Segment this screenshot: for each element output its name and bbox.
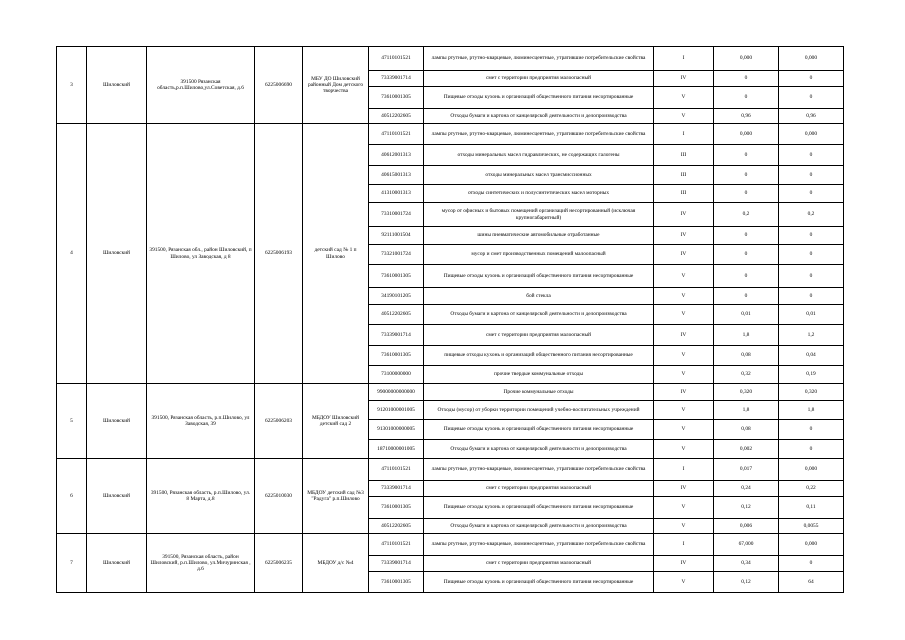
waste-name-cell: прочие твердые коммунальные отходы bbox=[424, 366, 654, 384]
hazard-class-cell: I bbox=[654, 534, 714, 556]
waste-name-cell: Пищевые отходы кухонь и организаций общественного питания несортированные bbox=[424, 265, 654, 288]
amount-transferred-cell: 1,8 bbox=[779, 401, 844, 420]
amount-transferred-cell: 0,22 bbox=[779, 481, 844, 497]
amount-generated-cell: 0,002 bbox=[714, 440, 779, 459]
amount-generated-cell: 0,006 bbox=[714, 519, 779, 534]
address-cell: 391500, Рязанская область, р.п.Шилово, ул Заводская, 39 bbox=[147, 384, 255, 459]
waste-name-cell: Отходы бумаги и картона от канцелярской деятельности и делопроизводства bbox=[424, 440, 654, 459]
row-number-cell: 6 bbox=[57, 459, 87, 534]
hazard-class-cell: IV bbox=[654, 203, 714, 227]
amount-transferred-cell: 0,96 bbox=[779, 109, 844, 124]
waste-code-cell: 92111001504 bbox=[369, 227, 424, 245]
address-cell: 391500 Рязанская область,р.п.Шилово,ул.Советская, д.6 bbox=[147, 47, 255, 124]
inn-cell: 6225010030 bbox=[255, 459, 303, 534]
row-number-cell: 4 bbox=[57, 124, 87, 384]
waste-name-cell: мусор и смет производственных помещений малоопасный bbox=[424, 245, 654, 265]
waste-name-cell: отходы синтетических и полусинтетических масел моторных bbox=[424, 185, 654, 203]
amount-generated-cell: 0,08 bbox=[714, 346, 779, 366]
amount-generated-cell: 0 bbox=[714, 145, 779, 166]
waste-code-cell: 73610001305 bbox=[369, 497, 424, 519]
amount-generated-cell: 0,2 bbox=[714, 203, 779, 227]
amount-generated-cell: 0 bbox=[714, 245, 779, 265]
waste-code-cell: 73339001714 bbox=[369, 71, 424, 87]
amount-transferred-cell: 0,2 bbox=[779, 203, 844, 227]
hazard-class-cell: IV bbox=[654, 325, 714, 346]
waste-name-cell: Пищевые отходы кухонь и организаций общественного питания несортированные bbox=[424, 420, 654, 440]
hazard-class-cell: IV bbox=[654, 384, 714, 401]
waste-code-cell: 40612001313 bbox=[369, 145, 424, 166]
waste-code-cell: 34190101205 bbox=[369, 288, 424, 305]
waste-register-table bbox=[56, 46, 844, 593]
amount-generated-cell: 0,96 bbox=[714, 109, 779, 124]
hazard-class-cell: IV bbox=[654, 556, 714, 572]
inn-cell: 6225006690 bbox=[255, 47, 303, 124]
table-body bbox=[57, 47, 844, 593]
hazard-class-cell: IV bbox=[654, 71, 714, 87]
amount-transferred-cell: 0,19 bbox=[779, 366, 844, 384]
waste-code-cell: 41310001313 bbox=[369, 185, 424, 203]
hazard-class-cell: V bbox=[654, 401, 714, 420]
amount-transferred-cell: 0,000 bbox=[779, 124, 844, 145]
amount-transferred-cell: 0 bbox=[779, 87, 844, 109]
waste-code-cell: 40512202605 bbox=[369, 109, 424, 124]
hazard-class-cell: IV bbox=[654, 227, 714, 245]
amount-transferred-cell: 0 bbox=[779, 145, 844, 166]
amount-generated-cell: 0,24 bbox=[714, 481, 779, 497]
amount-generated-cell: 67,000 bbox=[714, 534, 779, 556]
row-number-cell: 5 bbox=[57, 384, 87, 459]
waste-code-cell: 47110101521 bbox=[369, 459, 424, 481]
hazard-class-cell: I bbox=[654, 459, 714, 481]
waste-code-cell: 40512202605 bbox=[369, 305, 424, 325]
amount-transferred-cell: 0,11 bbox=[779, 497, 844, 519]
address-cell: 391500, Рязанская обл., район Шиловский, п Шилово, ул Заводская, д 8 bbox=[147, 124, 255, 384]
table-row bbox=[57, 459, 844, 481]
hazard-class-cell: III bbox=[654, 145, 714, 166]
amount-transferred-cell: 0 bbox=[779, 440, 844, 459]
hazard-class-cell: V bbox=[654, 519, 714, 534]
address-cell: 391500, Рязанская область, р.п.Шилово, ул. 8 Марта, д.8 bbox=[147, 459, 255, 534]
inn-cell: 6225006203 bbox=[255, 384, 303, 459]
hazard-class-cell: V bbox=[654, 420, 714, 440]
amount-transferred-cell: 0,000 bbox=[779, 459, 844, 481]
table-row bbox=[57, 47, 844, 71]
amount-transferred-cell: 0,01 bbox=[779, 305, 844, 325]
amount-transferred-cell: 0 bbox=[779, 245, 844, 265]
district-cell: Шиловский bbox=[87, 384, 147, 459]
waste-name-cell: Отходы бумаги и картона от канцелярской деятельности и делопроизводства bbox=[424, 305, 654, 325]
amount-generated-cell: 0,320 bbox=[714, 384, 779, 401]
organization-cell: МБУ ДО Шиловский районный Дом детского творчества bbox=[303, 47, 369, 124]
waste-code-cell: 40512202605 bbox=[369, 519, 424, 534]
waste-code-cell: 40615001313 bbox=[369, 166, 424, 185]
row-number-cell: 3 bbox=[57, 47, 87, 124]
organization-cell: МБДОУ детский сад №3 "Радуга" р.п.Шилово bbox=[303, 459, 369, 534]
table-row bbox=[57, 124, 844, 145]
waste-code-cell: 47110101521 bbox=[369, 534, 424, 556]
waste-name-cell: смет с территории предприятия малоопасный bbox=[424, 71, 654, 87]
waste-name-cell: лампы ртутные, ртутно-кварцевые, люминесцентные, утратившие потребительские свойства bbox=[424, 47, 654, 71]
waste-name-cell: Отходы бумаги и картона от канцелярской деятельности и делопроизводства bbox=[424, 519, 654, 534]
waste-name-cell: пищевые отходы кухонь и организаций общественного питания несортированные bbox=[424, 346, 654, 366]
amount-transferred-cell: 0,320 bbox=[779, 384, 844, 401]
district-cell: Шиловский bbox=[87, 459, 147, 534]
amount-generated-cell: 0 bbox=[714, 288, 779, 305]
waste-name-cell: отходы минеральных масел трансмиссионных bbox=[424, 166, 654, 185]
amount-transferred-cell: 0 bbox=[779, 288, 844, 305]
amount-generated-cell: 0,000 bbox=[714, 47, 779, 71]
amount-transferred-cell: 64 bbox=[779, 572, 844, 593]
amount-generated-cell: 0 bbox=[714, 166, 779, 185]
waste-code-cell: 73339001714 bbox=[369, 481, 424, 497]
waste-name-cell: бой стекла bbox=[424, 288, 654, 305]
amount-generated-cell: 0 bbox=[714, 227, 779, 245]
amount-transferred-cell: 0,000 bbox=[779, 47, 844, 71]
amount-generated-cell: 0,017 bbox=[714, 459, 779, 481]
district-cell: Шиловский bbox=[87, 47, 147, 124]
amount-generated-cell: 1,8 bbox=[714, 401, 779, 420]
waste-code-cell: 47110101521 bbox=[369, 124, 424, 145]
hazard-class-cell: V bbox=[654, 497, 714, 519]
waste-code-cell: 73339001714 bbox=[369, 325, 424, 346]
amount-generated-cell: 0,12 bbox=[714, 497, 779, 519]
hazard-class-cell: III bbox=[654, 185, 714, 203]
amount-transferred-cell: 0 bbox=[779, 556, 844, 572]
amount-generated-cell: 0,32 bbox=[714, 366, 779, 384]
amount-transferred-cell: 0 bbox=[779, 71, 844, 87]
waste-code-cell: 73339001714 bbox=[369, 556, 424, 572]
waste-name-cell: смет с территории предприятия малоопасный bbox=[424, 556, 654, 572]
amount-transferred-cell: 0 bbox=[779, 227, 844, 245]
amount-generated-cell: 0 bbox=[714, 185, 779, 203]
waste-code-cell: 73610001305 bbox=[369, 346, 424, 366]
amount-transferred-cell: 0,04 bbox=[779, 346, 844, 366]
hazard-class-cell: I bbox=[654, 47, 714, 71]
amount-transferred-cell: 0 bbox=[779, 420, 844, 440]
waste-name-cell: Отходы бумаги и картона от канцелярской деятельности и делопроизводства bbox=[424, 109, 654, 124]
amount-transferred-cell: 0 bbox=[779, 185, 844, 203]
amount-generated-cell: 0,08 bbox=[714, 420, 779, 440]
waste-name-cell: лампы ртутные, ртутно-кварцевые, люминесцентные, утратившие потребительские свойства bbox=[424, 534, 654, 556]
amount-transferred-cell: 0 bbox=[779, 166, 844, 185]
hazard-class-cell: V bbox=[654, 288, 714, 305]
amount-transferred-cell: 1,2 bbox=[779, 325, 844, 346]
waste-code-cell: 99000000000000 bbox=[369, 384, 424, 401]
waste-name-cell: отходы минеральных масел гидравлических, не содержащих галогены bbox=[424, 145, 654, 166]
amount-generated-cell: 0 bbox=[714, 265, 779, 288]
waste-name-cell: Отходы (мусор) от уборки территории помещений учебно-воспитательных учреждений bbox=[424, 401, 654, 420]
waste-code-cell: 73610001305 bbox=[369, 265, 424, 288]
amount-transferred-cell: 0,0055 bbox=[779, 519, 844, 534]
hazard-class-cell: V bbox=[654, 572, 714, 593]
amount-generated-cell: 0 bbox=[714, 87, 779, 109]
hazard-class-cell: III bbox=[654, 166, 714, 185]
waste-name-cell: шины пневматические автомобильные отработанные bbox=[424, 227, 654, 245]
waste-code-cell: 91301000000005 bbox=[369, 420, 424, 440]
waste-name-cell: Пищевые отходы кухонь и организаций общественного питания несортированные bbox=[424, 572, 654, 593]
waste-code-cell: 91201000001005 bbox=[369, 401, 424, 420]
waste-name-cell: лампы ртутные, ртутно-кварцевые, люминесцентные, утратившие потребительские свойства bbox=[424, 124, 654, 145]
waste-name-cell: смет с территории предприятия малоопасный bbox=[424, 325, 654, 346]
waste-code-cell: 73321001724 bbox=[369, 245, 424, 265]
hazard-class-cell: IV bbox=[654, 481, 714, 497]
hazard-class-cell: V bbox=[654, 366, 714, 384]
waste-name-cell: мусор от офисных и бытовых помещений организаций несортированный (исключая крупногабаритный) bbox=[424, 203, 654, 227]
waste-name-cell: Пищевые отходы кухонь и организаций общественного питания несортированные bbox=[424, 87, 654, 109]
amount-transferred-cell: 0,000 bbox=[779, 534, 844, 556]
district-cell: Шиловский bbox=[87, 534, 147, 593]
inn-cell: 6225006193 bbox=[255, 124, 303, 384]
waste-name-cell: Прочие коммунальные отходы bbox=[424, 384, 654, 401]
hazard-class-cell: V bbox=[654, 346, 714, 366]
waste-name-cell: Пищевые отходы кухонь и организаций общественного питания несортированные bbox=[424, 497, 654, 519]
amount-generated-cell: 1,8 bbox=[714, 325, 779, 346]
amount-transferred-cell: 0 bbox=[779, 265, 844, 288]
waste-name-cell: лампы ртутные, ртутно-кварцевые, люминесцентные, утратившие потребительские свойства bbox=[424, 459, 654, 481]
amount-generated-cell: 0,34 bbox=[714, 556, 779, 572]
hazard-class-cell: V bbox=[654, 87, 714, 109]
hazard-class-cell: V bbox=[654, 109, 714, 124]
waste-name-cell: смет с территории предприятия малоопасный bbox=[424, 481, 654, 497]
amount-generated-cell: 0,01 bbox=[714, 305, 779, 325]
waste-code-cell: 47110101521 bbox=[369, 47, 424, 71]
row-number-cell: 7 bbox=[57, 534, 87, 593]
waste-code-cell: 73100000000 bbox=[369, 366, 424, 384]
amount-generated-cell: 0,12 bbox=[714, 572, 779, 593]
inn-cell: 6225006235 bbox=[255, 534, 303, 593]
table-row bbox=[57, 534, 844, 556]
hazard-class-cell: IV bbox=[654, 245, 714, 265]
waste-code-cell: 73610001305 bbox=[369, 87, 424, 109]
organization-cell: детский сад № 1 п Шилово bbox=[303, 124, 369, 384]
district-cell: Шиловский bbox=[87, 124, 147, 384]
hazard-class-cell: V bbox=[654, 440, 714, 459]
hazard-class-cell: V bbox=[654, 265, 714, 288]
hazard-class-cell: V bbox=[654, 305, 714, 325]
address-cell: 391500, Рязанская область, район Шиловский, р.п.Шилово, ул.Мичуринская , д.6 bbox=[147, 534, 255, 593]
organization-cell: МБДОУ Шиловский детский сад 2 bbox=[303, 384, 369, 459]
waste-code-cell: 73610001305 bbox=[369, 572, 424, 593]
amount-generated-cell: 0,000 bbox=[714, 124, 779, 145]
waste-code-cell: 73310001724 bbox=[369, 203, 424, 227]
organization-cell: МБДОУ д/с №4 bbox=[303, 534, 369, 593]
amount-generated-cell: 0 bbox=[714, 71, 779, 87]
table-row bbox=[57, 384, 844, 401]
hazard-class-cell: I bbox=[654, 124, 714, 145]
waste-code-cell: 18710000001005 bbox=[369, 440, 424, 459]
